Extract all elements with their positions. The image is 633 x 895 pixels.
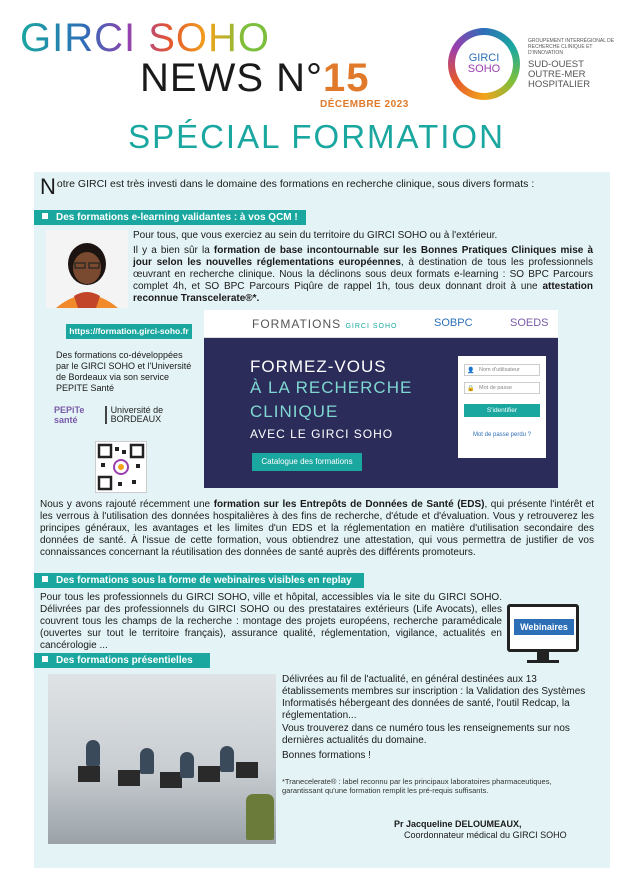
section-elearning-title: Des formations e-learning validantes : à vos QCM ! — [56, 212, 298, 223]
square-bullet-icon — [42, 656, 48, 662]
newsletter-title — [140, 58, 370, 98]
monitor-screen — [507, 604, 579, 652]
girci-logo — [448, 20, 618, 105]
issue-date: DÉCEMBRE 2023 — [320, 99, 409, 110]
login-button[interactable]: S'identifier — [464, 404, 540, 417]
user-icon: 👤 — [467, 368, 475, 374]
elearning-p2-attestation: attestation reconnue Transcelerate — [133, 281, 593, 304]
webinar-monitor-icon — [507, 604, 579, 666]
logo-girci: GIRCI — [468, 52, 500, 64]
logo-ring-icon — [448, 28, 520, 100]
presentiel-p2: Vous trouverez dans ce numéro tous les renseignements sur nos dernières actualités du domaine. — [282, 723, 570, 746]
password-input[interactable] — [464, 382, 540, 394]
eds-p-c: , qui présente l'intérêt et les verrous à l'utilisation des données hospitalières à des fins de recherche, d'étude et d'évaluation. Vous y retrouverez les principes généraux, les avantages et les limites d'un EDS et la réglementation en matière d'utilisation secondaire des données de santé. À l'issue de cette formation, vous obtiendrez une attestation, qui vous permettra de justifier de vos connaissances concernant la réutilisation des données de santé auprès des différents promoteurs. — [40, 499, 595, 558]
intro-text: otre GIRCI est très investi dans le domaine des formations en recherche clinique, sous divers formats : — [56, 178, 535, 190]
computer-screen — [78, 766, 100, 782]
forgot-password-link[interactable]: Mot de passe perdu ? — [472, 432, 532, 438]
webinar-label: Webinaires — [514, 619, 574, 635]
catalog-button[interactable]: Catalogue des formations — [252, 453, 362, 471]
eds-paragraph — [40, 499, 594, 559]
special-title: SPÉCIAL FORMATION — [128, 118, 505, 155]
login-box — [458, 356, 546, 458]
section-elearning-heading — [34, 210, 306, 225]
news-word: NEWS N° — [140, 56, 323, 100]
computer-screen — [118, 770, 140, 786]
section-webinar-heading — [34, 573, 364, 588]
footnote: *Tranecelerate® : label reconnu par les principaux laboratoires pharmaceutiques, garantissant qu'une formation remplit les pré-requis suffisants. — [282, 777, 552, 795]
eds-p-a: Nous y avons rajouté récemment une — [40, 499, 214, 510]
portal-hero-line2: À LA RECHERCHE — [250, 378, 413, 397]
computer-screen — [160, 772, 182, 788]
webinar-paragraph: Pour tous les professionnels du GIRCI SOHO, ville et hôpital, accessibles via le site du GIRCI SOHO. Délivrées par des professionnels du GIRCI SOHO ou des prestataires extérieurs (Life Avocats), elles couvrent tous les champs de la recherche : montage des projets européens, recherche paramédicale (ouvertes sur tout le territoire français), assurance qualité, réglementation, vigilance, actualités en cancérologie ... — [40, 592, 502, 651]
intro-dropcap: N — [40, 174, 56, 199]
person — [180, 752, 194, 778]
portal-brand-a: FORMATIONS — [252, 317, 342, 331]
issue-number: 15 — [323, 56, 370, 100]
partner-logos — [54, 404, 194, 426]
elearning-p2-mark: ®*. — [245, 293, 260, 304]
person — [140, 748, 154, 774]
portrait-photo — [46, 230, 128, 308]
person — [86, 740, 100, 766]
portal-screenshot — [204, 310, 558, 488]
codev-text: Des formations co-développées par le GIRCI SOHO et l'Université de Bordeaux via son service PEPITE Santé — [56, 350, 192, 393]
portal-hero-line1: FORMEZ-VOUS — [250, 357, 387, 376]
elearning-p2-a: Il y a bien sûr la — [133, 245, 214, 256]
elearning-p2-c: , à destination de tous les professionnels œuvrant en recherche clinique. Nous la déclinons sous deux formats e-learning : SO BPC Parcours complet 4h, et SO BPC Parcours Piqûre de rappel 1h, tous deux donnant droit à une — [133, 257, 593, 292]
elearning-p2-bold: formation de base incontournable sur les Bonnes Pratiques Cliniques mise à jour selon les nouvelles réglementations européennes — [133, 245, 594, 268]
portal-sobpc-tab[interactable]: SOBPC — [434, 317, 473, 329]
formation-url-link[interactable]: https://formation.girci-soho.fr — [66, 324, 192, 339]
universite-bordeaux-logo: Université de BORDEAUX — [105, 406, 194, 424]
lock-icon: 🔒 — [467, 386, 475, 392]
person — [246, 794, 274, 840]
logo-region: SUD-OUEST OUTRE-MER HOSPITALIER — [528, 59, 591, 90]
portal-hero-line3: CLINIQUE — [250, 402, 339, 421]
elearning-p2 — [133, 245, 593, 305]
section-presentiel-heading — [34, 653, 210, 668]
eds-p-bold: formation sur les Entrepôts de Données de Santé (EDS) — [213, 499, 485, 510]
presentiel-p1: Délivrées au fil de l'actualité, en général destinées aux 13 établissements membres sur inscription : la Validation des Systèmes Informatisés hébergeant des données de santé, l'outil Redcap, la réglementation... — [282, 674, 586, 721]
monitor-stand — [537, 652, 549, 660]
username-input[interactable] — [464, 364, 540, 376]
logo-subtitle: GROUPEMENT INTERRÉGIONAL DE RECHERCHE CLINIQUE ET D'INNOVATION — [528, 38, 615, 56]
signature-role: Coordonnateur médical du GIRCI SOHO — [404, 830, 567, 840]
portal-topbar — [204, 310, 558, 338]
intro-paragraph — [40, 174, 600, 199]
portal-brand — [252, 317, 397, 331]
square-bullet-icon — [42, 213, 48, 219]
qr-pattern-icon — [96, 442, 146, 492]
classroom-photo — [48, 674, 276, 844]
username-placeholder: Nom d'utilisateur — [479, 367, 520, 373]
elearning-p1: Pour tous, que vous exerciez au sein du territoire du GIRCI SOHO ou à l'extérieur. — [133, 230, 498, 241]
password-placeholder: Mot de passe — [479, 385, 513, 391]
brand-title: GIRCI SOHO — [20, 16, 271, 60]
logo-soho: SOHO — [467, 63, 501, 75]
signature-name: Pr Jacqueline DELOUMEAUX, — [394, 819, 522, 829]
monitor-base — [527, 660, 559, 663]
computer-screen — [236, 762, 258, 778]
pepite-logo: PEPiTe santé — [54, 405, 85, 425]
qr-code-icon[interactable] — [95, 441, 147, 493]
section-webinar-title: Des formations sous la forme de webinaires visibles en replay — [56, 575, 352, 586]
square-bullet-icon — [42, 576, 48, 582]
presentiel-p3: Bonnes formations ! — [282, 750, 371, 761]
portrait-illustration-icon — [46, 230, 128, 308]
person — [220, 746, 234, 772]
section-presentiel-title: Des formations présentielles — [56, 655, 193, 666]
portal-hero-line4: AVEC LE GIRCI SOHO — [250, 427, 394, 441]
logo-inner — [455, 35, 513, 93]
portal-brand-b: GIRCI SOHO — [345, 323, 398, 330]
computer-screen — [198, 766, 220, 782]
portal-soeds-tab[interactable]: SOEDS — [510, 317, 549, 329]
